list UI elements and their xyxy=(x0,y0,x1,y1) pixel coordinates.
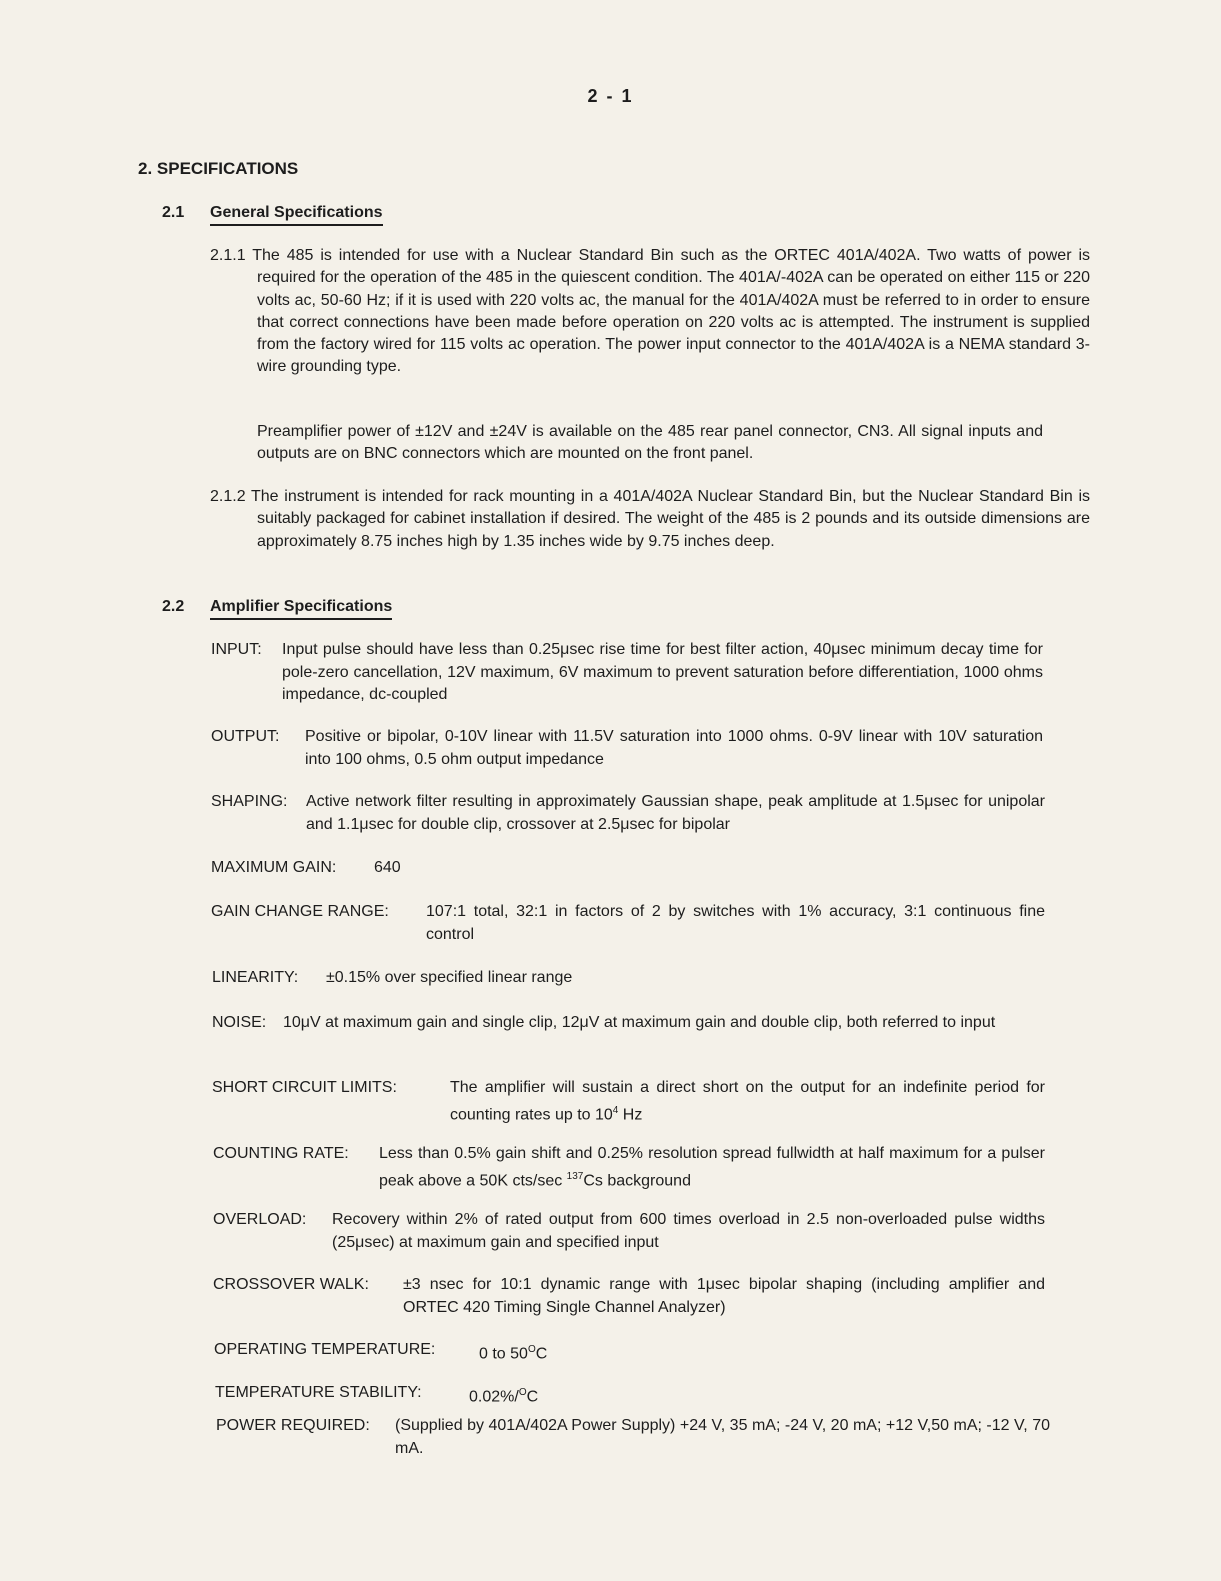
spec-crossover-walk xyxy=(213,1274,1045,1322)
spec-value: (Supplied by 401A/402A Power Supply) +24 V, 35 mA; -24 V, 20 mA; +12 V,50 mA; -12 V, 70 mA. xyxy=(395,1417,1050,1457)
spec-value: Active network filter resulting in approximately Gaussian shape, peak amplitude at 1.5μsec for unipolar and 1.1μsec for double clip, crossover at 2.5μsec for bipolar xyxy=(306,793,1045,833)
spec-linearity xyxy=(212,967,812,991)
superscript: 137 xyxy=(566,1170,584,1182)
section-title: 2. SPECIFICATIONS xyxy=(138,159,299,178)
spec-maximum-gain xyxy=(211,857,611,881)
superscript: O xyxy=(527,1344,536,1355)
spec-value: Recovery within 2% of rated output from 600 times overload in 2.5 non-overloaded pulse widths (25μsec) at maximum gain and specified input xyxy=(332,1211,1045,1251)
spec-output xyxy=(211,726,1043,774)
spec-noise xyxy=(212,1012,1045,1060)
spec-label: OUTPUT: xyxy=(211,728,280,745)
spec-operating-temperature xyxy=(214,1339,814,1363)
spec-value: ±0.15% over specified linear range xyxy=(326,969,573,986)
spec-gain-change-range xyxy=(211,901,1045,949)
spec-value-text: Less than 0.5% gain shift and 0.25% resolution spread fullwidth at half maximum for a pulser peak above a 50K cts/sec xyxy=(379,1145,1045,1189)
spec-value xyxy=(379,1143,1045,1193)
spec-label: GAIN CHANGE RANGE: xyxy=(211,903,389,920)
spec-label: OVERLOAD: xyxy=(213,1211,307,1228)
superscript: O xyxy=(518,1387,527,1398)
spec-label: INPUT: xyxy=(211,641,262,658)
spec-value xyxy=(450,1077,1045,1127)
subsection-title-general: General Specifications xyxy=(210,204,383,226)
spec-power-required xyxy=(216,1415,1050,1463)
paragraph-text: The 485 is intended for use with a Nuclear Standard Bin such as the ORTEC 401A/402A. Two watts of power is required for the operation of the 485 in the quiescent condition. The 401A/-402A can be operated on either 115 or 220 volts ac, 50-60 Hz; if it is used with 220 volts ac, the manual for the 401A/402A must be referred to in order to ensure that correct connections have been made before operation on 220 volts ac is attempted. The instrument is supplied from the factory wired for 115 volts ac operation. The power input connector to the 401A/402A is a NEMA standard 3-wire grounding type. xyxy=(252,247,1090,376)
spec-label: LINEARITY: xyxy=(212,969,299,986)
spec-value-unit: Hz xyxy=(618,1105,643,1123)
spec-short-circuit-limits xyxy=(212,1077,1045,1125)
spec-value-text: 0.02%/ xyxy=(469,1388,519,1406)
paragraph-2-1-1-preamp: Preamplifier power of ±12V and ±24V is available on the 485 rear panel connector, CN3. All signal inputs and outputs are on BNC connectors which are mounted on the front panel. xyxy=(257,423,1043,463)
spec-label: SHAPING: xyxy=(211,793,288,810)
spec-value-text: 0 to 50 xyxy=(479,1345,528,1363)
superscript: 4 xyxy=(612,1104,619,1116)
spec-shaping xyxy=(211,791,1045,839)
subsection-title-amplifier: Amplifier Specifications xyxy=(210,598,392,620)
spec-label: CROSSOVER WALK: xyxy=(213,1276,369,1293)
paragraph-number: 2.1.1 xyxy=(210,247,253,264)
spec-value xyxy=(479,1339,779,1366)
spec-value xyxy=(469,1382,769,1409)
spec-value-text: The amplifier will sustain a direct short on the output for an indefinite period for counting rates up to 10 xyxy=(450,1079,1045,1123)
spec-value-unit: C xyxy=(526,1388,539,1406)
spec-overload xyxy=(213,1209,1045,1257)
paragraph-2-1-2 xyxy=(210,486,1090,553)
spec-label: NOISE: xyxy=(212,1014,267,1031)
paragraph-2-1-1 xyxy=(210,245,1090,379)
spec-counting-rate xyxy=(213,1143,1045,1191)
spec-value-unit: Cs background xyxy=(583,1171,691,1189)
spec-value-text: Input pulse should have less than 0.25μsec rise time for best filter action, 40μsec minimum decay time for pole-zero cancellation, 12V maximum, 6V maximum to prevent saturation before differentiation, 1000 ohms impedance, dc-coupled xyxy=(282,641,1043,704)
spec-input xyxy=(211,639,1043,709)
spec-value: 10μV at maximum gain and single clip, 12μV at maximum gain and double clip, both referred to input xyxy=(283,1014,996,1031)
spec-label: TEMPERATURE STABILITY: xyxy=(215,1384,422,1401)
spec-value: Positive or bipolar, 0-10V linear with 11.5V saturation into 1000 ohms. 0-9V linear with 10V saturation into 100 ohms, 0.5 ohm output impedance xyxy=(305,728,1043,768)
spec-label: COUNTING RATE: xyxy=(213,1145,349,1162)
subsection-number-general: 2.1 xyxy=(162,204,185,221)
spec-label: MAXIMUM GAIN: xyxy=(211,859,337,876)
spec-value xyxy=(282,639,1043,707)
spec-label: POWER REQUIRED: xyxy=(216,1417,370,1434)
spec-label: OPERATING TEMPERATURE: xyxy=(214,1341,436,1358)
page-number: 2 - 1 xyxy=(587,86,634,106)
spec-value: ±3 nsec for 10:1 dynamic range with 1μsec bipolar shaping (including amplifier and ORTEC 420 Timing Single Channel Analyzer) xyxy=(403,1276,1045,1316)
spec-temperature-stability xyxy=(215,1382,815,1406)
paragraph-text: The instrument is intended for rack mounting in a 401A/402A Nuclear Standard Bin, but the Nuclear Standard Bin is suitably packaged for cabinet installation if desired. The weight of the 485 is 2 pounds and its outside dimensions are approximately 8.75 inches high by 1.35 inches wide by 9.75 inches deep. xyxy=(251,488,1090,550)
spec-value: 107:1 total, 32:1 in factors of 2 by switches with 1% accuracy, 3:1 continuous fine control xyxy=(426,903,1045,943)
spec-label: SHORT CIRCUIT LIMITS: xyxy=(212,1079,397,1096)
spec-value-unit: C xyxy=(535,1345,548,1363)
paragraph-number: 2.1.2 xyxy=(210,488,251,505)
subsection-number-amplifier: 2.2 xyxy=(162,598,185,615)
spec-value: 640 xyxy=(374,859,401,876)
